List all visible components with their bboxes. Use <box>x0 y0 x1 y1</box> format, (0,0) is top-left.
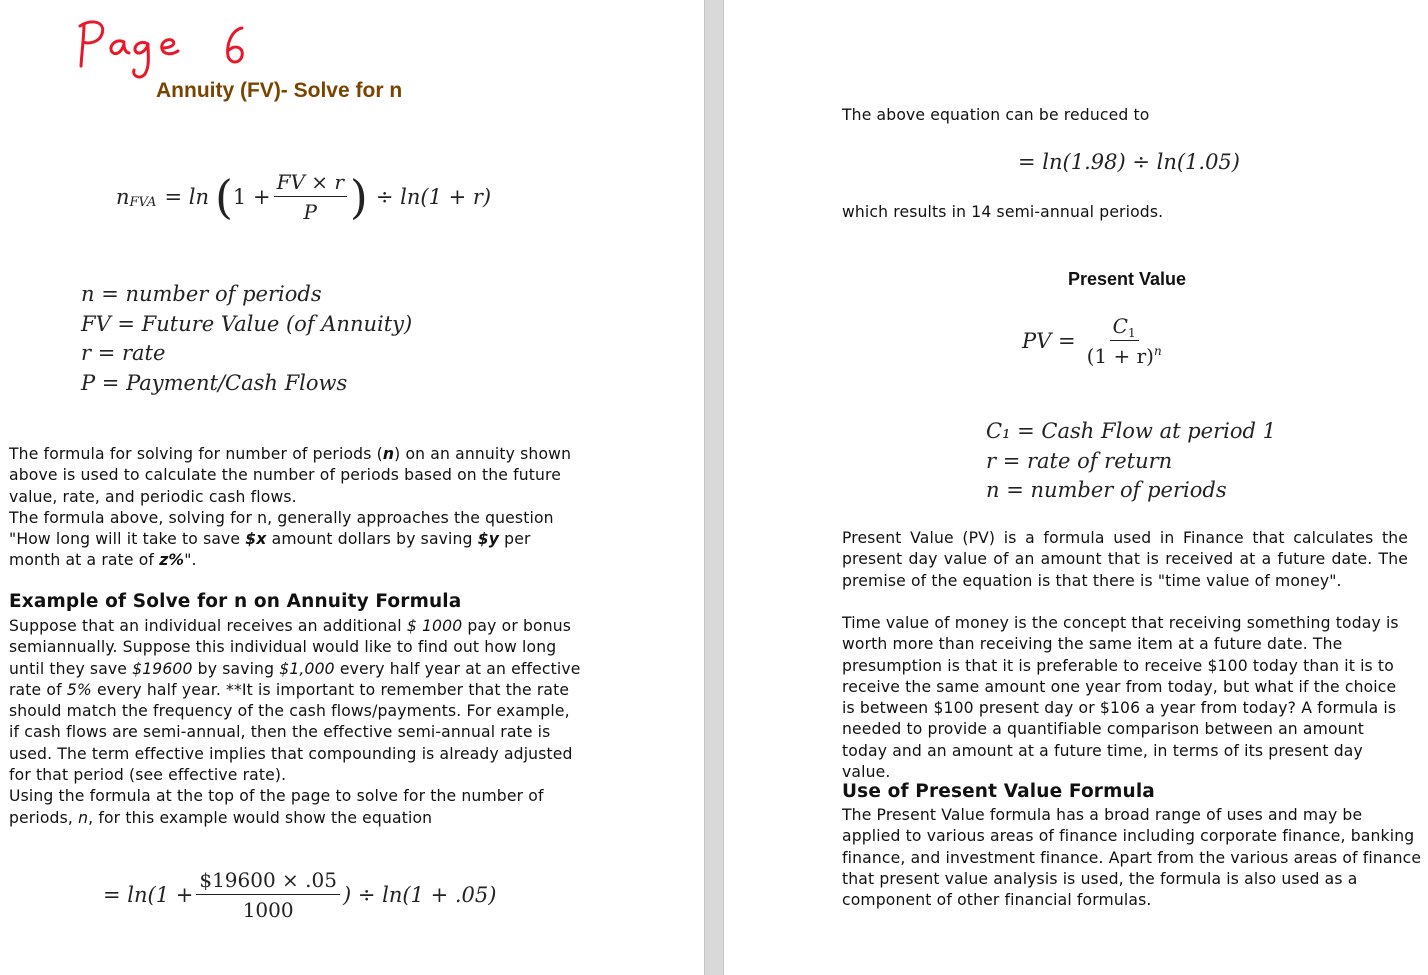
pv-formula <box>1022 314 1168 368</box>
pv-definition-c1: C₁ = Cash Flow at period 1 <box>986 419 1276 443</box>
definition-n: n = number of periods <box>81 282 322 306</box>
formula-numerator: FV × r <box>274 170 347 197</box>
right-page <box>724 0 1428 975</box>
intro-paragraph-1: The formula for solving for number of periods (n) on an annuity shown above is used to calculate the number of periods based on the future value, rate, and periodic cash flows. <box>9 445 572 506</box>
pv-definition-n: n = number of periods <box>986 478 1227 502</box>
present-value-heading: Present Value <box>1068 269 1187 289</box>
formula-close-paren: ) <box>349 170 368 224</box>
example-heading: Example of Solve for n on Annuity Formula <box>9 591 462 612</box>
example-formula-fraction <box>196 868 340 922</box>
formula-fraction <box>274 170 347 224</box>
formula-open-paren: ( <box>214 170 233 224</box>
pv-formula-lhs: PV = <box>1022 329 1076 353</box>
main-formula <box>116 170 491 224</box>
intro-paragraph-2: The formula above, solving for n, generally approaches the question "How long will it take to save $x amount dollars by saving $y per month at a rate of z%". <box>9 508 554 570</box>
page-gutter <box>704 0 724 975</box>
example-formula-denominator: 1000 <box>242 898 294 922</box>
example-formula-lead: = ln(1 + <box>103 883 194 907</box>
use-paragraph: The Present Value formula has a broad range of uses and may be applied to various areas of finance including corporate finance, banking finance, and investment finance. Apart from the various areas of finance that present value analysis is used, the formula is also used as a component of other financial formulas. <box>842 806 1422 910</box>
formula-eq-ln: = ln <box>164 185 209 209</box>
definition-p: P = Payment/Cash Flows <box>81 370 348 395</box>
page-title: Annuity (FV)- Solve for n <box>156 79 403 102</box>
formula-lhs-subscript: FVA <box>129 194 157 210</box>
use-heading: Use of Present Value Formula <box>842 781 1155 802</box>
reduced-formula: = ln(1.98) ÷ ln(1.05) <box>1018 150 1240 174</box>
definitions-list <box>81 280 412 398</box>
definition-fv: FV = Future Value (of Annuity) <box>81 311 413 336</box>
pv-definition-r: r = rate of return <box>986 448 1173 473</box>
example-formula <box>103 868 496 922</box>
handwritten-page-note <box>72 14 262 84</box>
pv-definitions-list <box>986 417 1276 506</box>
pv-formula-denominator: $(1 + r)^n$ <box>1086 344 1162 368</box>
formula-one-plus: 1 + <box>232 185 271 209</box>
pv-paragraph-1: Present Value (PV) is a formula used in Finance that calculates the present day value of an amount that is received at a future date. The premise of the equation is that there is "time value of money". <box>842 529 1408 590</box>
formula-lhs: n <box>116 185 130 209</box>
example-formula-tail: ) ÷ ln(1 + .05) <box>342 883 497 907</box>
pv-formula-numerator: $C_1$ <box>1110 314 1139 341</box>
formula-tail: ÷ ln(1 + r) <box>375 185 492 209</box>
formula-denominator: P <box>303 200 317 224</box>
example-formula-numerator: $19600 × .05 <box>196 868 340 895</box>
definition-r: r = rate <box>81 341 166 365</box>
intro-text <box>9 444 574 572</box>
pv-paragraph-2: Time value of money is the concept that receiving something today is worth more than receiving the same item at a future date. The presumption is that it is preferable to receive $100 today than it is to receive the same amount one year from today, but what if the choice is between $100 present day or $106 a year from today? A formula is needed to provide a quantifiable comparison between an amount today and an amount at a future time, in terms of its present day value. <box>842 614 1399 782</box>
pv-formula-fraction <box>1084 314 1165 368</box>
left-page <box>0 0 704 975</box>
result-text: which results in 14 semi-annual periods. <box>842 203 1164 221</box>
example-paragraph: Suppose that an individual receives an additional $ 1000 pay or bonus semiannually. Suppose this individual would like to find out how long until they save $19600 by saving $1,000 every half year at an effective rate of 5% every half year. **It is important to remember that the rate should match the frequency of the cash flows/payments. For example, if cash flows are semi-annual, then the effective semi-annual rate is used. The term effective implies that compounding is already adjusted for that period (see effective rate). Using the formula at the top of the page to solve for the number of periods, n, for this example would show the equation <box>9 617 581 827</box>
reduced-text: The above equation can be reduced to <box>842 106 1150 124</box>
